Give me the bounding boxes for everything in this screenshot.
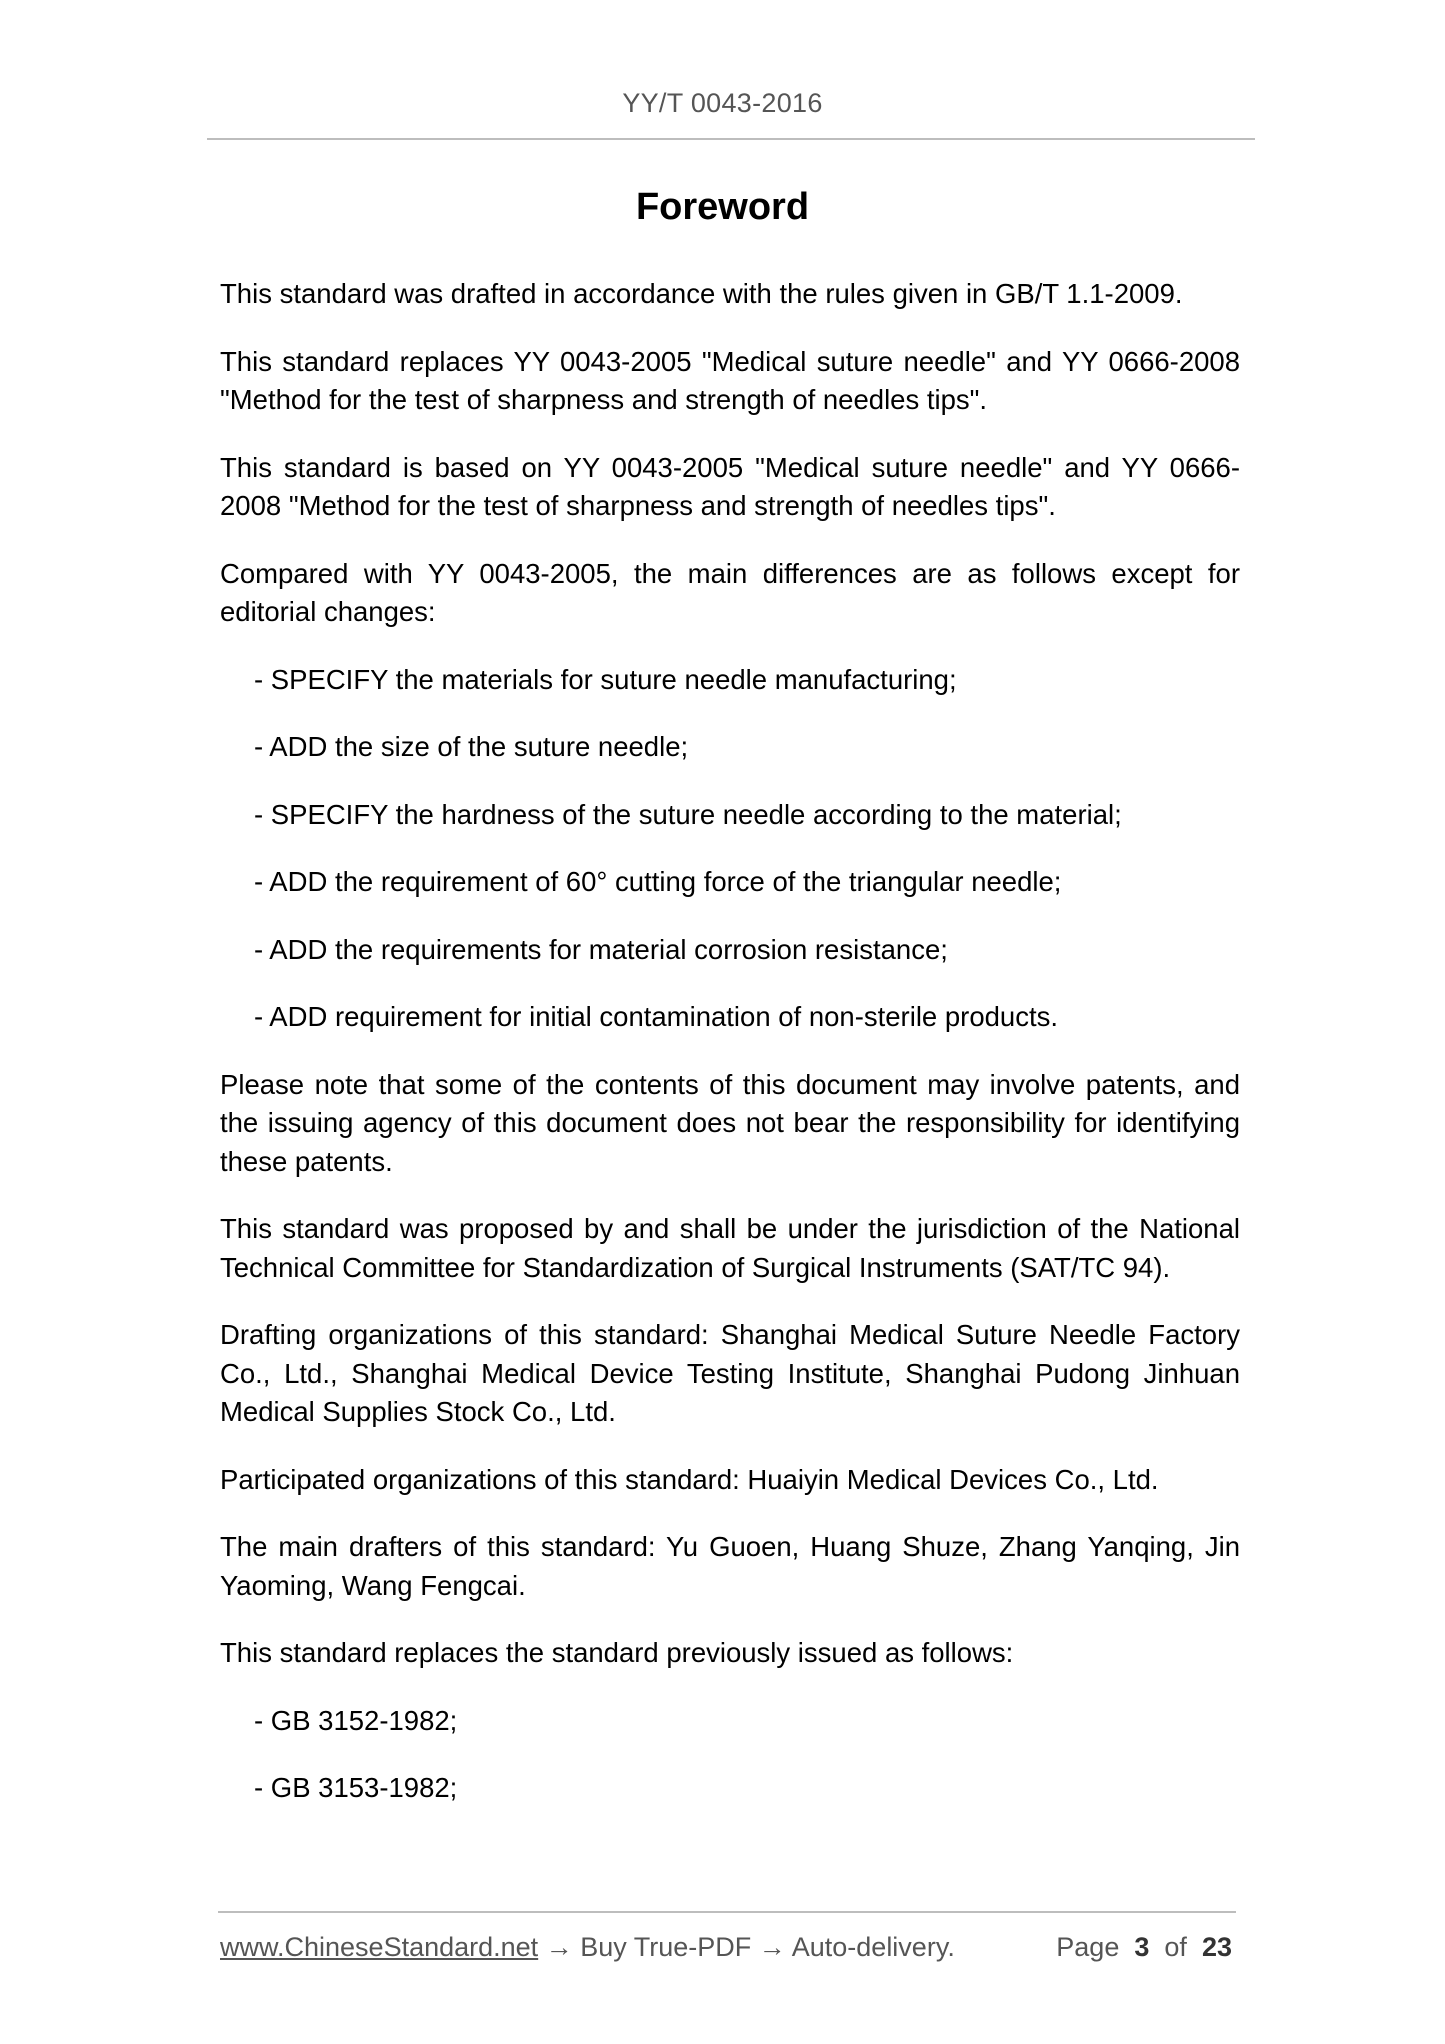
page-title: Foreword [635,186,810,228]
website-link[interactable]: www.ChineseStandard.net [220,1932,539,1962]
list-item: - ADD the requirement of 60° cutting force of the triangular needle; [254,866,1062,897]
header-divider [207,138,1255,140]
list-item: - GB 3153-1982; [254,1772,458,1803]
list-item: - SPECIFY the hardness of the suture needle according to the material; [254,798,1122,830]
footer-divider [218,1911,1236,1913]
page-number [1056,1932,1232,1963]
paragraph-replaces: This standard replaces YY 0043-2005 "Medical suture needle" and YY 0666-2008 "Method for the test of sharpness and strength of needles tips". [220,345,1240,415]
paragraph-previous-editions-intro: This standard replaces the standard previously issued as follows: [220,1637,1014,1668]
paragraph-patents: Please note that some of the contents of this document may involve patents, and the issuing agency of this document does not bear the responsibility for identifying these patents. [220,1068,1240,1177]
paragraph-differences-intro: Compared with YY 0043-2005, the main differences are as follows except for editorial changes: [220,557,1240,627]
list-item: - ADD requirement for initial contamination of non-sterile products. [254,1001,1058,1032]
page-footer [220,1932,1232,1963]
page-current: 3 [1134,1932,1150,1962]
foreword-body [220,275,1240,1837]
list-item: - ADD the size of the suture needle; [254,731,689,762]
page-header: YY/T 0043-2016 [622,88,823,118]
paragraph-drafting-organizations: Drafting organizations of this standard: Shanghai Medical Suture Needle Factory Co., Ltd., Shanghai Medical Device Testing Institute, Shanghai Pudong Jinhuan Medical Supplies Stock Co., Ltd. [220,1319,1240,1427]
paragraph-proposed-by: This standard was proposed by and shall be under the jurisdiction of the National Technical Committee for Standardization of Surgical Instruments (SAT/TC 94). [220,1213,1240,1283]
page-label: Page [1056,1932,1120,1962]
list-item: - GB 3152-1982; [254,1704,458,1736]
footer-left [220,1932,955,1963]
footer-tagline: → Buy True-PDF → Auto-delivery. [538,1932,955,1962]
paragraph-based-on: This standard is based on YY 0043-2005 "Medical suture needle" and YY 0666-2008 "Method for the test of sharpness and strength of needles tips". [220,451,1240,521]
page-total: 23 [1201,1932,1232,1962]
page-of-label: of [1164,1932,1187,1962]
paragraph-participated-organizations: Participated organizations of this standard: Huaiyin Medical Devices Co., Ltd. [220,1463,1159,1495]
list-item: - SPECIFY the materials for suture needle manufacturing; [254,663,957,695]
list-item: - ADD the requirements for material corrosion resistance; [254,933,948,965]
paragraph-drafting-rules: This standard was drafted in accordance with the rules given in GB/T 1.1-2009. [220,278,1183,309]
paragraph-main-drafters: The main drafters of this standard: Yu Guoen, Huang Shuze, Zhang Yanqing, Jin Yaoming, Wang Fengcai. [220,1531,1240,1601]
